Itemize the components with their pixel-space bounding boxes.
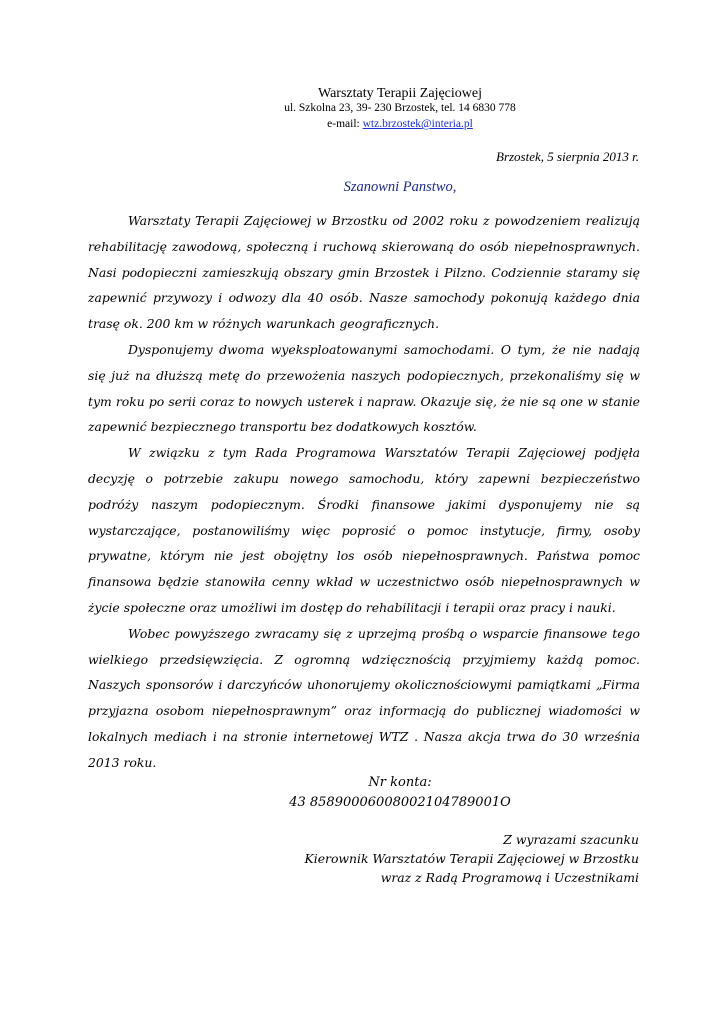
paragraph-3: W związku z tym Rada Programowa Warsztatów Terapii Zajęciowej podjęła decyzję o potrzebie zakupu nowego samochodu, który zapewni bezpieczeństwo podróży naszym podopiecznym. Środki finansowe jakimi dysponujemy nie są wystarczające, postanowiliśmy więc poprosić o pomoc instytucje, firmy, osoby prywatne, którym nie jest obojętny los osób niepełnosprawnych. Państwa pomoc finansowa będzie stanowiła cenny wkład w uczestnictwo osób niepełnosprawnych w życie społeczne oraz umożliwi im dostęp do rehabilitacji i terapii oraz pracy i nauki. (88, 445, 640, 615)
account-number: 43 85890006008002104789001O (289, 795, 511, 810)
closing-regards: Z wyrazami szacunku (503, 832, 639, 847)
closing-signatory: Kierownik Warsztatów Terapii Zajęciowej w Brzostku (304, 851, 639, 866)
account-label: Nr konta: (368, 775, 432, 790)
salutation: Szanowni Panstwo, (343, 179, 457, 195)
closing-cosignatory: wraz z Radą Programową i Uczestnikami (380, 870, 639, 885)
paragraph-1: Warsztaty Terapii Zajęciowej w Brzostku od 2002 roku z powodzeniem realizują rehabilitację zawodową, społeczną i ruchową skierowaną do osób niepełnosprawnych. Nasi podopieczni zamieszkują obszary gmin Brzostek i Pilzno. Codziennie staramy się zapewnić przywozy i odwozy dla 40 osób. Nasze samochody pokonują każdego dnia trasę ok. 200 km w różnych warunkach geograficznych. (88, 213, 640, 332)
letterhead-email-line (0, 118, 725, 130)
email-link[interactable]: wtz.brzostek@interia.pl (362, 118, 473, 130)
paragraph-2: Dysponujemy dwoma wyeksploatowanymi samochodami. O tym, że nie nadają się już na dłuższą metę do przewożenia naszych podopiecznych, przekonaliśmy się w tym roku po serii coraz to nowych usterek i napraw. Okazuje się, że nie są one w stanie zapewnić bezpiecznego transportu bez dodatkowych kosztów. (88, 341, 640, 435)
letter-body (88, 208, 640, 776)
email-label: e-mail: (327, 118, 363, 130)
letter-date: Brzostek, 5 sierpnia 2013 r. (496, 149, 639, 164)
paragraph-4: Wobec powyższego zwracamy się z uprzejmą prośbą o wsparcie finansowe tego wielkiego przedsięwzięcia. Z ogromną wdzięcznością przyjmiemy każdą pomoc. Naszych sponsorów i darczyńców uhonorujemy okolicznościowymi pamiątkami „Firma przyjazna osobom niepełnosprawnym” oraz informacją do publicznej wiadomości w lokalnych mediach i na stronie internetowej WTZ . Nasza akcja trwa do 30 września 2013 roku. (88, 625, 640, 770)
letterhead-title: Warsztaty Terapii Zajęciowej (317, 86, 482, 101)
letterhead-address: ul. Szkolna 23, 39- 230 Brzostek, tel. 14 6830 778 (284, 102, 516, 114)
